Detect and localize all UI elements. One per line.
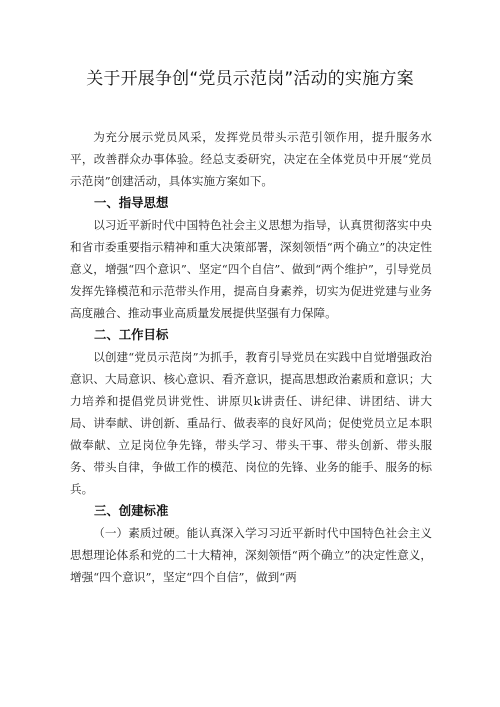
section-text-work-goals: 以创建“党员示范岗”为抓手，教育引导党员在实践中自觉增强政治意识、大局意识、核心意识、看齐意识，提高思想政治素质和意识；大力培养和提倡党员讲党性、讲原贝k讲责任、讲纪律、讲团结、讲大局、讲奉献、讲创新、重品行、做表率的良好风尚；促使党员立足本职做奉献、立足岗位争先锋，带头学习、带头干事、带头创新、带头服务、带头自律，争做工作的模范、岗位的先锋、业务的能手、服务的标兵。 bbox=[70, 350, 432, 496]
section-heading-guiding-ideology: 一、指导思想 bbox=[94, 195, 169, 210]
intro-paragraph: 为充分展示党员风采，发挥党员带头示范引领作用，提升服务水平，改善群众办事体验。经总支委研究，决定在全体党员中开展“党员示范岗”创建活动，具体实施方案如下。 bbox=[70, 130, 432, 188]
section-heading-creation-standards: 三、创建标准 bbox=[94, 503, 169, 518]
document-title: 关于开展争创“党员示范岗”活动的实施方案 bbox=[86, 69, 414, 89]
section-heading-work-goals: 二、工作目标 bbox=[94, 327, 169, 342]
section-text-creation-standards: （一）素质过硬。能认真深入学习习近平新时代中国特色社会主义思想理论体系和党的二十大精神，深刻领悟“两个确立”的决定性意义，增强“四个意识”，坚定“四个自信”，做到“两 bbox=[70, 526, 432, 584]
section-text-guiding-ideology: 以习近平新时代中国特色社会主义思想为指导，认真贯彻落实中央和省市委重要指示精神和重大决策部署，深刻领悟“两个确立”的决定性意义，增强“四个意识”、坚定“四个自信”、做到“两个维护”，引导党员发挥先锋模范和示范带头作用，提高自身素养，切实为促进党建与业务高度融合、推动事业高质量发展提供坚强有力保障。 bbox=[70, 218, 432, 320]
document-body bbox=[70, 126, 432, 588]
